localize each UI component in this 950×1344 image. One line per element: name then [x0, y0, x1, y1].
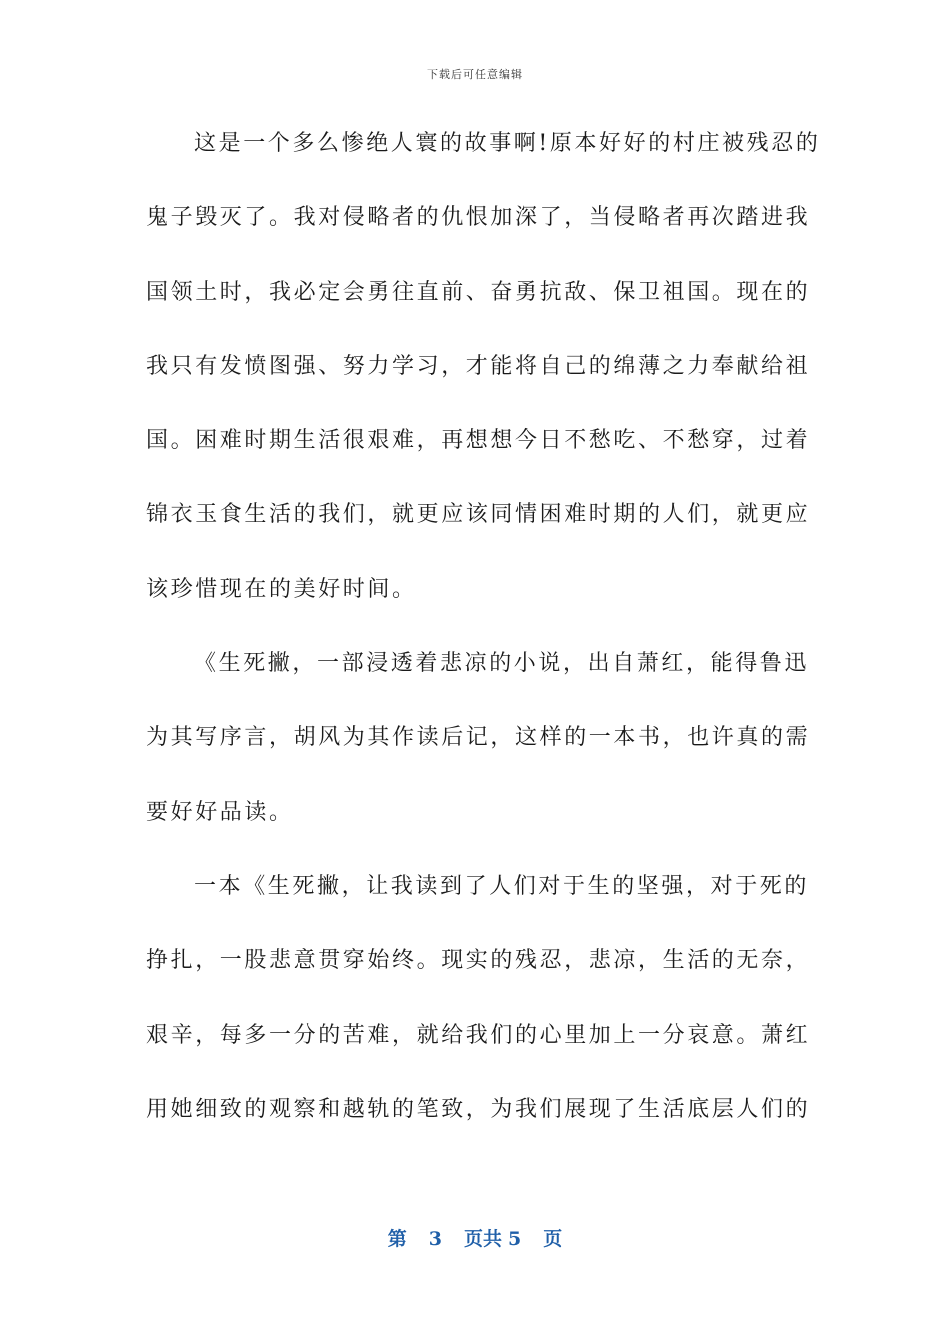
total-pages-number: 5 — [508, 1228, 522, 1250]
paragraph-line: 国领土时，我必定会勇往直前、奋勇抗敌、保卫祖国。现在的 — [146, 279, 811, 305]
footer-middle: 页共 — [463, 1228, 502, 1250]
paragraph-line: 要好好品读。 — [146, 799, 294, 825]
footer-suffix: 页 — [543, 1228, 563, 1250]
paragraph-line: 为其写序言，胡风为其作读后记，这样的一本书，也许真的需 — [146, 725, 811, 751]
paragraph-line: 《生死撇，一部浸透着悲凉的小说，出自萧红，能得鲁迅 — [194, 651, 810, 677]
paragraph-line: 国。困难时期生活很艰难，再想想今日不愁吃、不愁穿，过着 — [146, 428, 811, 454]
paragraph-line: 该珍惜现在的美好时间。 — [146, 576, 417, 602]
current-page-number: 3 — [428, 1228, 442, 1250]
paragraph-line: 艰辛，每多一分的苦难，就给我们的心里加上一分哀意。萧红 — [146, 1022, 811, 1048]
paragraph-line: 我只有发愤图强、努力学习，才能将自己的绵薄之力奉献给祖 — [146, 353, 811, 379]
paragraph-line: 一本《生死撇，让我读到了人们对于生的坚强，对于死的 — [194, 873, 810, 899]
paragraph-line: 这是一个多么惨绝人寰的故事啊!原本好好的村庄被残忍的 — [194, 131, 821, 156]
paragraph-line: 挣扎，一股悲意贯穿始终。现实的残忍，悲凉，生活的无奈， — [146, 948, 811, 974]
paragraph-line: 用她细致的观察和越轨的笔致，为我们展现了生活底层人们的 — [146, 1096, 811, 1122]
paragraph-line: 鬼子毁灭了。我对侵略者的仇恨加深了，当侵略者再次踏进我 — [146, 205, 811, 231]
footer-prefix: 第 — [387, 1228, 407, 1250]
page-footer — [0, 1224, 950, 1251]
document-body — [146, 122, 821, 1162]
header-note: 下载后可任意编辑 — [427, 68, 523, 81]
paragraph-line: 锦衣玉食生活的我们，就更应该同情困难时期的人们，就更应 — [146, 502, 811, 528]
